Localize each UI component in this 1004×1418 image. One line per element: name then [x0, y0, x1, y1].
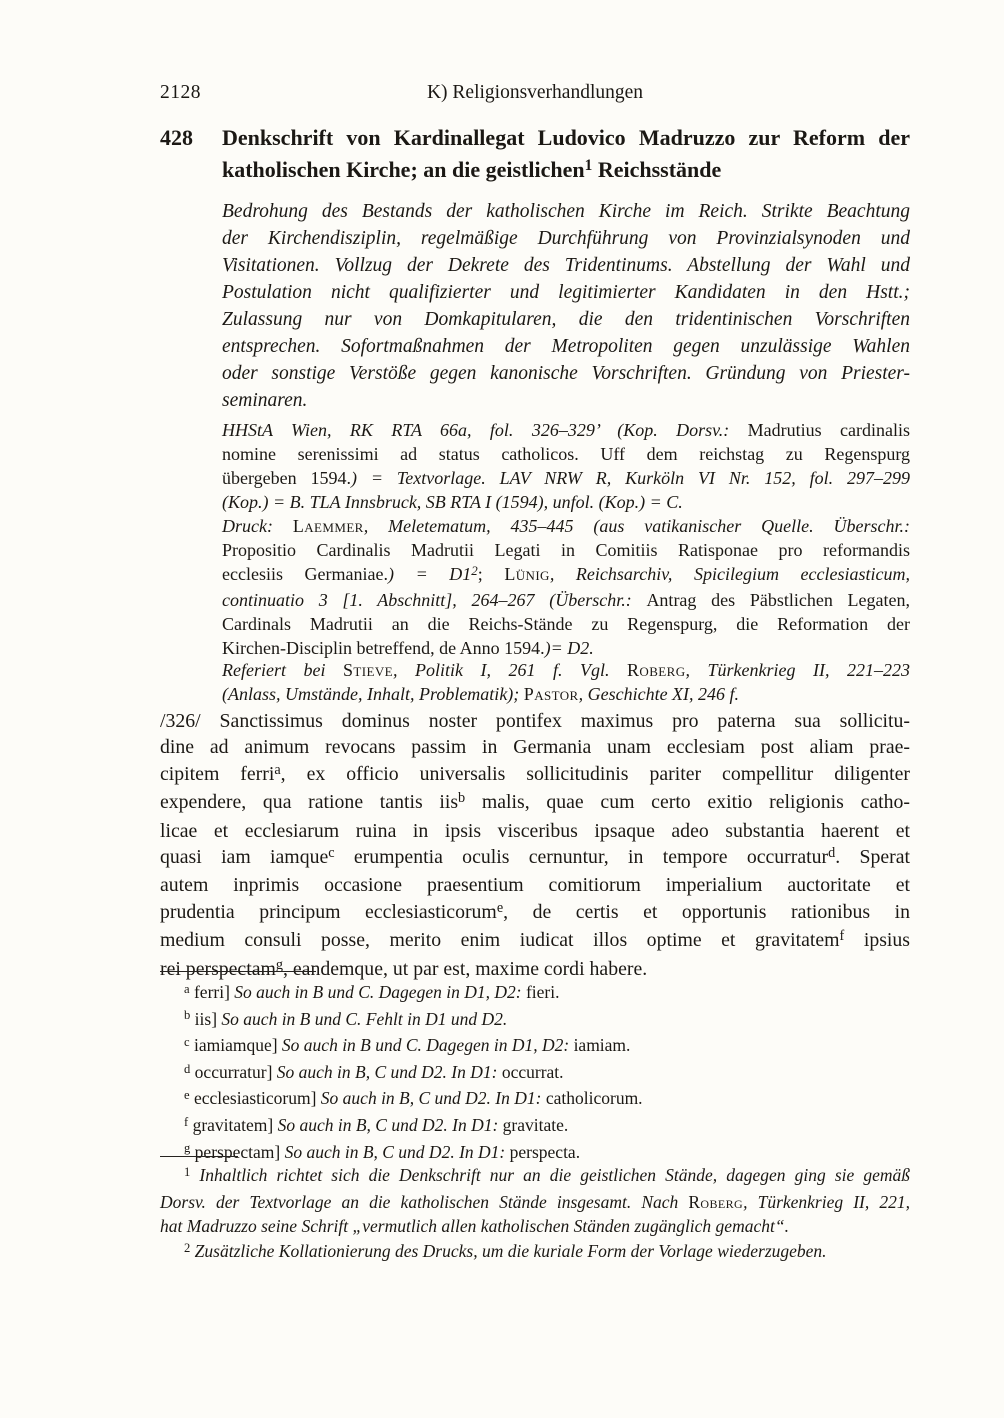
document-number: 428: [160, 125, 193, 150]
document-heading: [160, 122, 910, 188]
text-run: . Sperat: [835, 846, 911, 869]
text-line: [160, 1033, 910, 1060]
text-run: ) = Textvorlage. LAV NRW R, Kurköln VI Nr. 152, fol. 297–299: [351, 468, 910, 488]
text-line: [222, 198, 910, 225]
text-line: [222, 360, 910, 387]
text-run: Roberg: [688, 1191, 744, 1212]
text-run: Kirchen-Disciplin betreffend, de Anno 1594.: [222, 638, 545, 658]
text-run: prudentia principum ecclesiasticorum: [160, 900, 497, 923]
summary-abstract: [222, 198, 910, 414]
text-run: Roberg: [627, 660, 686, 680]
print-editions-note: [222, 514, 910, 660]
text-run: f: [184, 1114, 189, 1129]
text-line: [222, 418, 910, 442]
document-title: [222, 122, 910, 188]
text-run: Cardinals Madrutii an die Reichs-Stände zu Regenspurg, die Reformation der: [222, 614, 910, 634]
text-run: dine ad animum revocans passim in Germania unam ecclesiam post aliam prae-: [160, 736, 910, 759]
text-run: oder sonstige Verstöße gegen kanonische Vorschriften. Gründung von Priester-: [222, 363, 910, 384]
apparatus-separator-rule: [160, 971, 316, 972]
text-run: Pastor: [523, 684, 579, 704]
literature-note: [222, 658, 910, 706]
text-run: c: [184, 1034, 190, 1049]
main-text: [160, 708, 910, 984]
text-line: [222, 490, 910, 514]
text-line: [160, 844, 910, 872]
text-run: Visitationen. Vollzug der Dekrete des Tridentinums. Abstellung der Wahl und: [222, 255, 910, 276]
text-line: [222, 279, 910, 306]
text-run: So auch in B, C und D2. In D1:: [320, 1088, 546, 1109]
text-line: [222, 154, 910, 189]
text-run: continuatio 3 [1. Abschnitt], 264–267 (Überschr.:: [222, 590, 647, 610]
text-run: d: [184, 1061, 191, 1076]
text-run: , Meletematum, 435–445 (aus vatikanischer Quelle. Überschr.:: [363, 516, 910, 536]
text-run: Madrutius cardinalis: [747, 420, 910, 440]
text-run: gravitate.: [502, 1114, 569, 1135]
text-run: iis]: [190, 1008, 222, 1029]
text-line: [160, 1190, 910, 1215]
text-run: 2: [184, 1240, 191, 1255]
text-run: Inhaltlich richtet sich die Denkschrift nur an die geistlichen Stände, dagegen ging sie gemäß: [190, 1165, 910, 1185]
text-line: [222, 514, 910, 538]
text-run: So auch in B, C und D2. In D1:: [284, 1141, 510, 1162]
text-run: d: [828, 845, 836, 862]
text-run: (Kop.) = B. TLA Innsbruck, SB RTA I (1594), unfol. (Kop.) = C.: [222, 492, 683, 512]
text-line: [222, 538, 910, 562]
text-run: seminaren.: [222, 390, 308, 411]
text-run: a: [184, 981, 190, 996]
text-run: Zulassung nur von Domkapitularen, die den tridentinischen Vorschriften: [222, 309, 910, 330]
text-run: gravitatem]: [188, 1114, 278, 1135]
text-line: [160, 1060, 910, 1087]
text-run: Referiert bei: [222, 660, 343, 680]
text-run: 2: [471, 562, 478, 578]
text-line: [160, 899, 910, 927]
text-run: g: [184, 1141, 191, 1156]
text-run: malis, quae cum certo exitio religionis catho-: [465, 791, 910, 814]
text-run: cipitem ferri: [160, 762, 275, 785]
text-line: [160, 1163, 910, 1190]
text-run: iamiamque]: [189, 1035, 282, 1056]
text-run: f: [839, 928, 845, 945]
text-run: So auch in B und C. Dagegen in D1, D2:: [234, 982, 526, 1002]
text-run: medium consuli posse, merito enim iudicat illos optime et gravitatem: [160, 929, 840, 952]
page-header: [160, 82, 910, 104]
running-title: K) Religionsverhandlungen: [426, 82, 644, 103]
text-line: [160, 872, 910, 898]
text-run: ;: [477, 564, 505, 584]
text-run: der Kirchendisziplin, regelmäßige Durchführung von Provinzialsynoden und: [222, 228, 910, 249]
text-line: [222, 122, 910, 154]
text-run: ferri]: [189, 982, 235, 1002]
text-line: [222, 306, 910, 333]
text-line: [222, 387, 910, 414]
text-run: Antrag des Päbstlichen Legaten,: [646, 590, 911, 610]
text-run: fieri.: [525, 982, 560, 1002]
text-line: [222, 636, 910, 660]
text-line: [160, 1007, 910, 1034]
text-run: HHStA Wien, RK RTA 66a, fol. 326–329’ (Kop. Dorsv.:: [222, 420, 748, 440]
text-run: , Türkenkrieg II, 221–223: [685, 660, 911, 680]
text-line: [160, 761, 910, 789]
text-run: c: [328, 845, 335, 862]
text-line: [222, 658, 910, 682]
text-run: rei perspectam: [160, 957, 276, 980]
text-run: 1: [184, 1164, 191, 1179]
text-run: ecclesiis Germaniae.: [222, 564, 388, 584]
text-run: autem inprimis occasione praesentium comitiorum imperialium auctoritate et: [160, 874, 910, 897]
text-run: So auch in B, C und D2. In D1:: [277, 1114, 503, 1135]
text-run: hat Madruzzo seine Schrift „vermutlich allen katholischen Ständen zugänglich gemacht“.: [160, 1216, 789, 1237]
text-run: , Politik I, 261 f. Vgl.: [392, 660, 628, 680]
text-run: )= D2.: [544, 638, 594, 658]
text-run: Propositio Cardinalis Madrutii Legati in Comitiis Ratisponae pro reformandis: [222, 540, 910, 560]
footnote-separator-rule: [160, 1156, 238, 1157]
text-run: licae et ecclesiarum ruina in ipsis visceribus ipsaque adeo substantia haerent et: [160, 819, 910, 842]
text-line: [222, 562, 910, 588]
text-run: b: [458, 790, 466, 807]
text-run: e: [496, 899, 504, 916]
text-run: a: [274, 761, 281, 778]
text-run: iamiam.: [573, 1035, 631, 1056]
text-run: Dorsv. der Textvorlage an die katholischen Stände insgesamt. Nach: [160, 1191, 689, 1212]
text-run: Lünig: [504, 564, 550, 584]
text-run: Denkschrift von Kardinallegat Ludovico Madruzzo zur Reform der: [222, 125, 910, 150]
text-run: nomine serenissimi ad status catholicos. Uff dem reichstag zu Regenspurg: [222, 444, 910, 464]
text-run: entsprechen. Sofortmaßnahmen der Metropoliten gegen unzulässige Wahlen: [222, 336, 910, 357]
text-line: [160, 789, 910, 817]
text-line: [160, 1239, 910, 1266]
text-line: [160, 927, 910, 955]
text-run: /326/ Sanctissimus dominus noster pontifex maximus pro paterna sua sollicitu-: [160, 710, 910, 732]
text-run: occurratur]: [190, 1061, 277, 1082]
text-run: Zusätzliche Kollationierung des Drucks, um die kuriale Form der Vorlage wiederzugeben.: [190, 1240, 827, 1261]
text-run: Reichsstände: [592, 156, 722, 182]
text-run: occurrat.: [501, 1061, 564, 1082]
text-line: [160, 980, 910, 1007]
text-run: Laemmer: [292, 516, 364, 536]
text-line: [222, 466, 910, 490]
text-run: Stieve: [343, 660, 393, 680]
text-run: , eandemque, ut par est, maxime cordi habere.: [283, 957, 648, 980]
text-line: [222, 333, 910, 360]
text-run: expendere, qua ratione tantis iis: [160, 791, 459, 814]
text-run: , Geschichte XI, 246 f.: [578, 684, 740, 704]
text-line: [160, 818, 910, 844]
text-run: ipsius: [844, 929, 910, 952]
text-run: erumpentia oculis cernuntur, in tempore occurratur: [334, 846, 829, 869]
text-run: ecclesiasticorum]: [189, 1088, 321, 1109]
text-line: [222, 252, 910, 279]
text-run: katholischen Kirche; an die geistlichen: [222, 156, 585, 182]
text-run: catholicorum.: [545, 1088, 643, 1109]
text-run: , de certis et opportunis rationibus in: [503, 900, 910, 923]
text-run: Bedrohung des Bestands der katholischen Kirche im Reich. Strikte Beachtung: [222, 201, 910, 222]
text-run: übergeben 1594.: [222, 468, 352, 488]
text-line: [222, 588, 910, 612]
text-run: Postulation nicht qualifizierter und legitimierter Kandidaten in den Hstt.;: [222, 282, 910, 303]
text-run: 1: [584, 156, 593, 174]
text-line: [160, 1214, 910, 1239]
text-run: So auch in B und C. Fehlt in D1 und D2.: [221, 1008, 508, 1029]
text-run: g: [275, 956, 284, 973]
text-run: , Türkenkrieg II, 221,: [743, 1191, 910, 1212]
critical-apparatus: [160, 980, 910, 1166]
page-number: 2128: [160, 82, 201, 103]
text-line: [222, 682, 910, 706]
text-line: [222, 225, 910, 252]
source-provenance-note: [222, 418, 910, 514]
text-run: perspectam]: [190, 1141, 285, 1162]
text-line: [160, 734, 910, 760]
text-line: [160, 708, 910, 734]
text-run: So auch in B, C und D2. In D1:: [276, 1061, 502, 1082]
text-line: [160, 1086, 910, 1113]
text-line: [222, 442, 910, 466]
text-run: b: [184, 1008, 191, 1023]
editorial-footnotes: [160, 1163, 910, 1265]
text-run: ) = D1: [388, 564, 472, 584]
text-run: , Reichsarchiv, Spicilegium ecclesiasticum,: [549, 564, 910, 584]
text-run: (Anlass, Umstände, Inhalt, Problematik);: [222, 684, 524, 704]
text-line: [160, 1113, 910, 1140]
text-run: , ex officio universalis sollicitudinis pariter compellitur diligenter: [280, 762, 910, 785]
text-run: quasi iam iamque: [160, 846, 329, 869]
text-run: perspecta.: [509, 1141, 581, 1162]
text-run: Druck:: [222, 516, 293, 536]
text-run: e: [184, 1088, 190, 1103]
text-run: So auch in B und C. Dagegen in D1, D2:: [281, 1035, 574, 1056]
text-line: [222, 612, 910, 636]
